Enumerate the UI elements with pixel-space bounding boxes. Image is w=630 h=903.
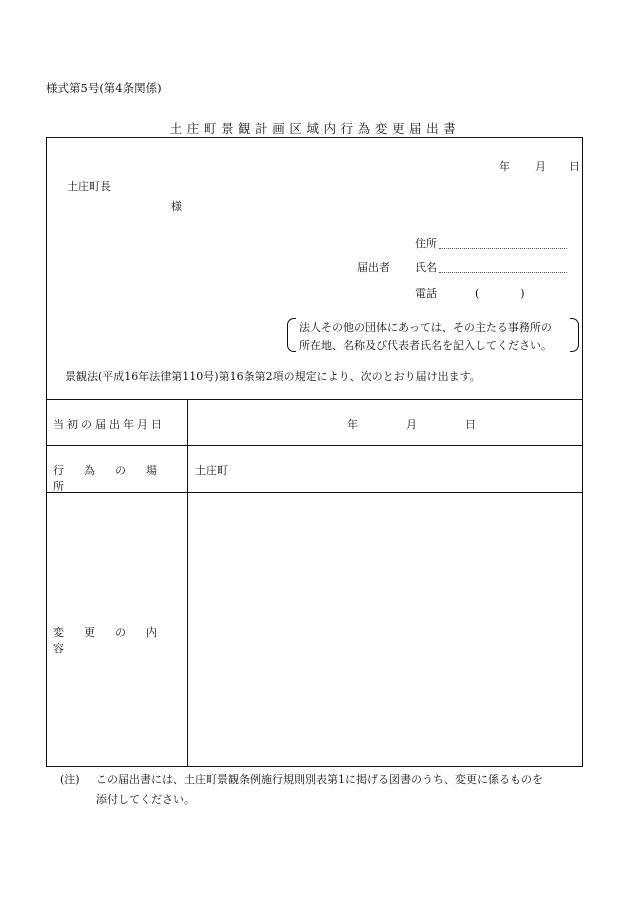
footnote-line2: 添付してください。 — [96, 793, 195, 806]
location-value[interactable]: 土庄町 — [195, 464, 228, 477]
corporate-note-line2: 所在地、名称及び代表者氏名を記入してください。 — [299, 339, 552, 352]
location-label: 行為の場所 — [53, 464, 177, 493]
column-divider — [187, 399, 188, 766]
change-content-field[interactable] — [189, 494, 579, 764]
row-divider-2 — [47, 445, 582, 446]
change-content-label: 変更の内容 — [53, 626, 177, 655]
address-label: 住所 — [415, 237, 437, 250]
addressee: 土庄町長 — [67, 180, 111, 193]
honorific: 様 — [171, 200, 182, 213]
date-day-label: 日 — [569, 160, 580, 173]
footnote-mark: (注) — [60, 773, 80, 786]
form-frame — [46, 137, 583, 767]
footnote-line1: この届出書には、土庄町景観条例施行規則別表第1に掲げる図書のうち、変更に係るものを — [96, 773, 543, 786]
name-line[interactable] — [439, 272, 567, 273]
original-date-label: 当初の届出年月日 — [53, 418, 165, 431]
note-bracket-right — [570, 318, 579, 352]
original-date-day: 日 — [465, 418, 476, 431]
note-bracket-left — [287, 318, 296, 352]
phone-parens: ( ) — [475, 287, 527, 300]
applicant-label: 届出者 — [357, 261, 390, 274]
corporate-note-line1: 法人その他の団体にあっては、その主たる事務所の — [299, 321, 552, 334]
original-date-year: 年 — [347, 418, 358, 431]
original-date-month: 月 — [406, 418, 417, 431]
date-month-label: 月 — [535, 160, 546, 173]
address-line[interactable] — [439, 248, 567, 249]
statement: 景観法(平成16年法律第110号)第16条第2項の規定により、次のとおり届け出ます。 — [65, 370, 481, 383]
phone-label: 電話 — [415, 287, 437, 300]
name-label: 氏名 — [415, 261, 437, 274]
row-divider-1 — [47, 399, 582, 400]
form-number: 様式第5号(第4条関係) — [46, 81, 162, 95]
document-title: 土庄町景観計画区域内行為変更届出書 — [169, 121, 461, 136]
date-year-label: 年 — [499, 160, 510, 173]
